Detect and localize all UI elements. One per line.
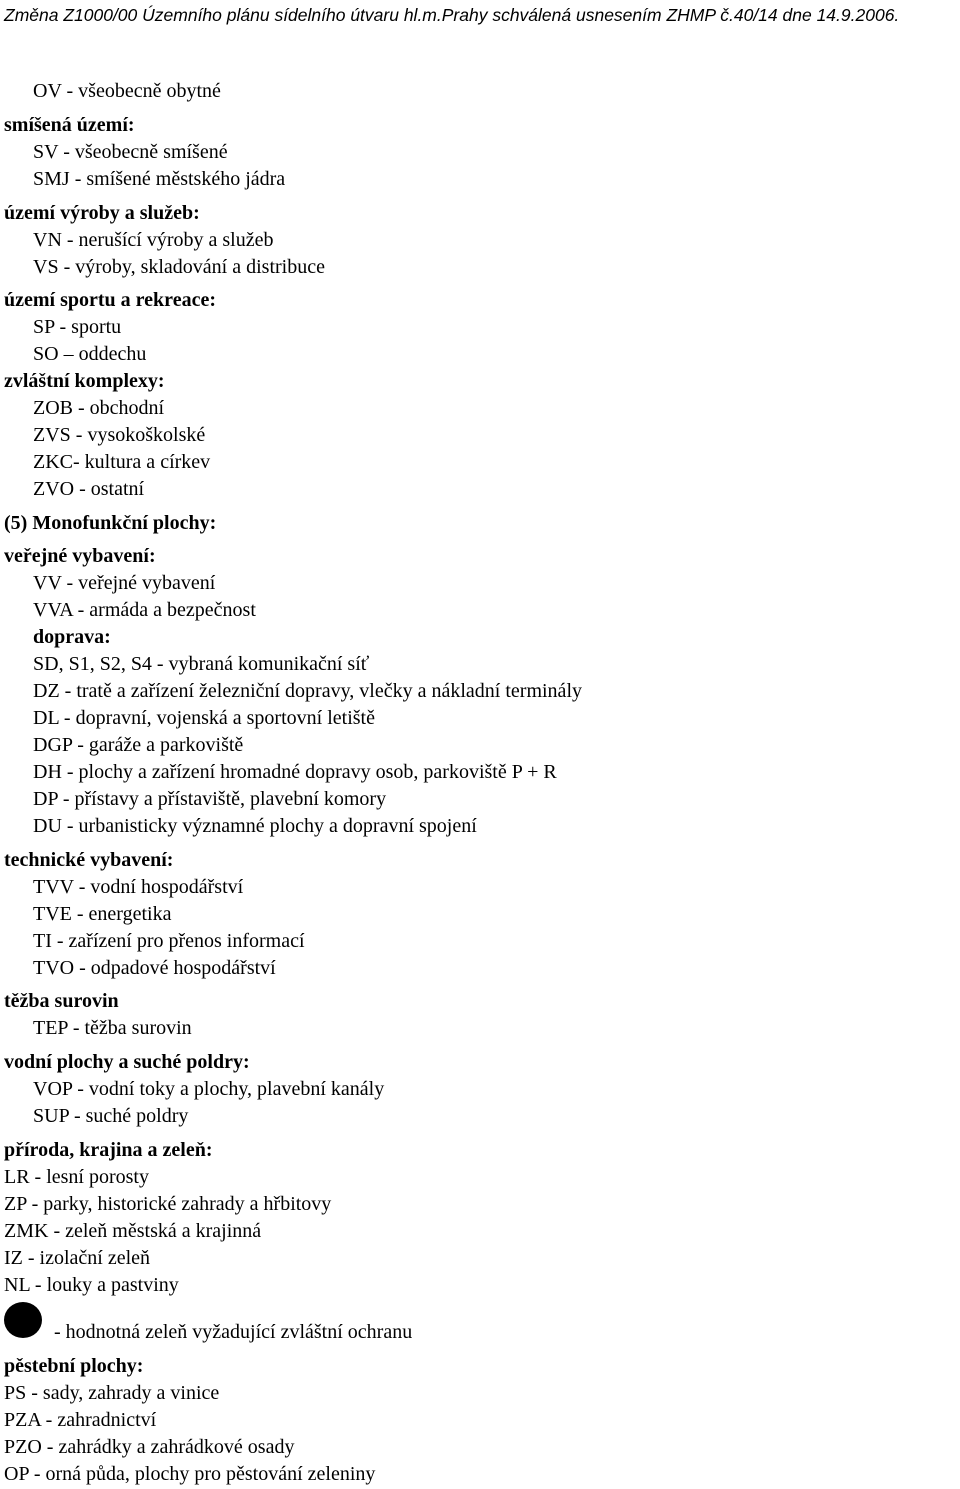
category-production-services: území výroby a služeb:	[4, 202, 200, 224]
legend-item-pza: PZA - zahradnictví	[4, 1409, 157, 1431]
legend-item-lr: LR - lesní porosty	[4, 1166, 149, 1188]
category-transport: doprava:	[33, 626, 111, 648]
legend-item-nl: NL - louky a pastviny	[4, 1274, 179, 1296]
category-special-complexes: zvláštní komplexy:	[4, 370, 165, 392]
legend-item-ov: OV - všeobecně obytné	[33, 80, 221, 102]
legend-item-vop: VOP - vodní toky a plochy, plavební kanály	[33, 1078, 385, 1100]
legend-item-tvo: TVO - odpadové hospodářství	[33, 957, 276, 979]
legend-item-valuable-greenery: - hodnotná zeleň vyžadující zvláštní ochranu	[54, 1321, 413, 1343]
category-mixed-areas: smíšená území:	[4, 114, 135, 136]
legend-item-zp: ZP - parky, historické zahrady a hřbitovy	[4, 1193, 332, 1215]
category-sport-recreation: území sportu a rekreace:	[4, 289, 216, 311]
legend-item-op: OP - orná půda, plochy pro pěstování zeleniny	[4, 1463, 376, 1485]
legend-item-so: SO – oddechu	[33, 343, 147, 365]
legend-item-vv: VV - veřejné vybavení	[33, 572, 216, 594]
legend-item-dp: DP - přístavy a přístaviště, plavební komory	[33, 788, 387, 810]
legend-item-sp: SP - sportu	[33, 316, 122, 338]
legend-item-ps: PS - sady, zahrady a vinice	[4, 1382, 220, 1404]
legend-item-dl: DL - dopravní, vojenská a sportovní letiště	[33, 707, 375, 729]
category-public-amenities: veřejné vybavení:	[4, 545, 156, 567]
category-nature-landscape: příroda, krajina a zeleň:	[4, 1139, 213, 1161]
legend-item-iz: IZ - izolační zeleň	[4, 1247, 151, 1269]
category-technical-amenities: technické vybavení:	[4, 849, 174, 871]
document-header: Změna Z1000/00 Územního plánu sídelního útvaru hl.m.Prahy schválená usnesením ZHMP č.40/14 dne 14.9.2006.	[4, 5, 900, 25]
legend-item-dgp: DGP - garáže a parkoviště	[33, 734, 244, 756]
category-cultivation-areas: pěstební plochy:	[4, 1355, 144, 1377]
category-mining: těžba surovin	[4, 990, 119, 1012]
section-monofunctional-areas: (5) Monofunkční plochy:	[4, 512, 217, 534]
legend-item-sd: SD, S1, S2, S4 - vybraná komunikační síť	[33, 653, 370, 675]
legend-item-du: DU - urbanisticky významné plochy a dopravní spojení	[33, 815, 477, 837]
legend-item-zob: ZOB - obchodní	[33, 397, 165, 419]
legend-item-zvs: ZVS - vysokoškolské	[33, 424, 206, 446]
legend-item-vva: VVA - armáda a bezpečnost	[33, 599, 256, 621]
legend-item-sup: SUP - suché poldry	[33, 1105, 189, 1127]
legend-item-dz: DZ - tratě a zařízení železniční dopravy, vlečky a nákladní terminály	[33, 680, 582, 702]
legend-item-zkc: ZKC- kultura a církev	[33, 451, 211, 473]
legend-item-ti: TI - zařízení pro přenos informací	[33, 930, 305, 952]
legend-item-zvo: ZVO - ostatní	[33, 478, 145, 500]
filled-circle-icon	[4, 1302, 42, 1338]
legend-item-vs: VS - výroby, skladování a distribuce	[33, 256, 325, 278]
legend-item-tep: TEP - těžba surovin	[33, 1017, 192, 1039]
legend-item-pzo: PZO - zahrádky a zahrádkové osady	[4, 1436, 295, 1458]
category-water-areas: vodní plochy a suché poldry:	[4, 1051, 250, 1073]
legend-item-vn: VN - nerušící výroby a služeb	[33, 229, 274, 251]
legend-item-tve: TVE - energetika	[33, 903, 172, 925]
legend-item-zmk: ZMK - zeleň městská a krajinná	[4, 1220, 262, 1242]
legend-item-sv: SV - všeobecně smíšené	[33, 141, 228, 163]
legend-item-smj: SMJ - smíšené městského jádra	[33, 168, 286, 190]
legend-item-tvv: TVV - vodní hospodářství	[33, 876, 244, 898]
legend-item-dh: DH - plochy a zařízení hromadné dopravy osob, parkoviště P + R	[33, 761, 557, 783]
